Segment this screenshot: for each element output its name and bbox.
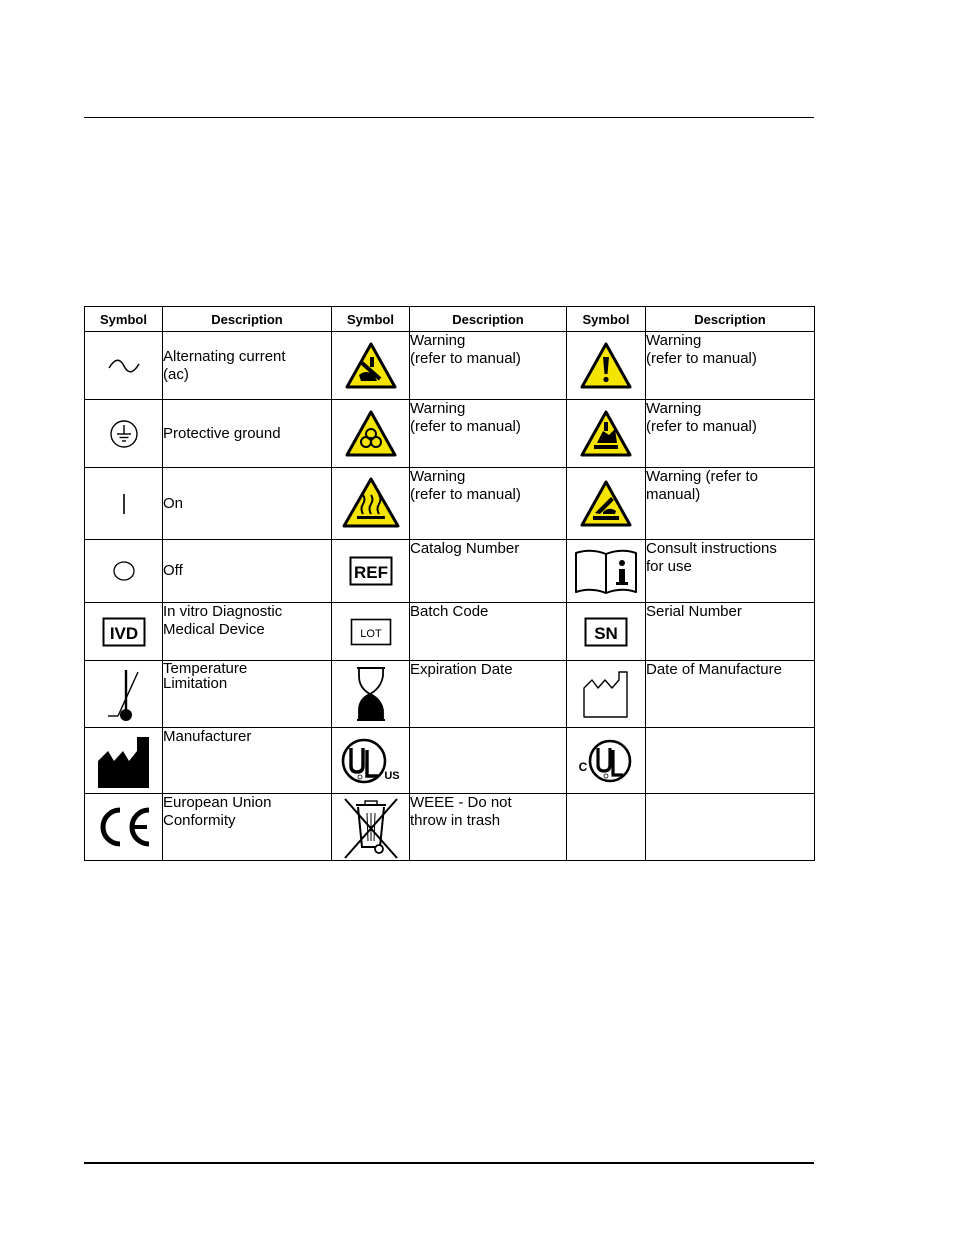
description-cell [410,794,567,861]
description-cell [410,728,567,794]
hot-surface-warning-icon [341,476,401,532]
symbol-cell [332,661,410,728]
symbol-cell [332,468,410,540]
symbol-cell [85,794,163,861]
description-cell [646,661,815,728]
table-row [85,661,815,728]
description-cell [646,540,815,603]
svg-text:C: C [578,759,588,774]
symbol-cell [567,332,646,400]
symbol-cell [567,603,646,661]
description-line: Off [163,562,183,579]
description-cell [163,400,332,468]
description-line: In vitro Diagnostic [163,603,283,620]
description-cell-empty [646,794,815,861]
ul-us-mark-icon [340,736,402,786]
alternating-current-icon [107,358,141,374]
in-vitro-diagnostic-icon [102,617,146,647]
symbol-cell [332,728,410,794]
ce-mark-icon [94,805,154,849]
symbol-cell [85,400,163,468]
description-line: (refer to manual) [410,486,521,503]
table-row [85,332,815,400]
power-off-icon [112,560,136,582]
protective-ground-icon [109,419,139,449]
description-line: Limitation [163,675,228,692]
description-cell [163,332,332,400]
table-row [85,468,815,540]
catalog-number-label: REF [353,563,388,582]
description-line: Batch Code [410,603,489,620]
footer-rule [84,1162,814,1164]
serial-number-label: SN [594,623,618,643]
symbol-cell [567,540,646,603]
description-cell [163,728,332,794]
symbol-cell [332,400,410,468]
description-line: Manufacturer [163,728,252,745]
table-row [85,794,815,861]
table-row [85,540,815,603]
description-line: Serial Number [646,603,742,620]
description-line: Warning [410,400,466,417]
symbol-cell [567,400,646,468]
warning-hand-lid-icon [579,479,633,529]
symbol-cell [85,728,163,794]
symbols-table [84,306,815,861]
warning-exclamation-icon [579,341,633,391]
description-line: (refer to manual) [410,350,521,367]
description-line: Consult instructions [646,540,777,557]
symbol-cell [332,794,410,861]
batch-code-label: LOT [359,627,382,640]
biohazard-warning-icon [344,409,398,459]
warning-hand-pinch-icon [579,409,633,459]
header-description-2: Description [410,307,567,332]
description-cell [646,332,815,400]
weee-crossed-bin-icon [341,795,401,859]
description-line: (refer to manual) [646,350,757,367]
description-line: for use [646,558,692,575]
description-line: Alternating current [163,347,286,365]
symbol-cell [567,728,646,794]
description-line: Medical Device [163,621,265,638]
warning-hand-crush-icon [344,341,398,391]
description-line: WEEE - Do not [410,794,512,811]
expiration-date-icon [355,666,387,722]
description-line: throw in trash [410,812,501,829]
header-symbol-1: Symbol [85,307,163,332]
ivd-label: IVD [109,623,138,643]
description-line: (refer to manual) [410,418,521,435]
consult-instructions-icon [573,547,639,595]
symbol-cell [332,332,410,400]
description-line: Warning (refer to [646,468,758,485]
symbol-cell [332,540,410,603]
description-cell [646,468,815,540]
description-line: Warning [646,332,702,349]
description-cell [410,540,567,603]
symbol-cell [85,468,163,540]
symbol-cell [332,603,410,661]
description-line: Warning [410,332,466,349]
symbol-cell [85,540,163,603]
c-ul-mark-icon [578,736,634,786]
header-symbol-2: Symbol [332,307,410,332]
description-line: Expiration Date [410,661,513,678]
description-line: Date of Manufacture [646,661,782,678]
description-cell [646,728,815,794]
description-line: (refer to manual) [646,418,757,435]
description-cell [163,540,332,603]
description-line: Temperature [163,660,248,677]
description-cell [410,661,567,728]
table-row [85,603,815,661]
description-line: On [163,494,184,512]
header-rule [84,117,814,118]
description-cell [163,603,332,661]
description-cell [646,603,815,661]
symbol-cell [85,661,163,728]
header-symbol-3: Symbol [567,307,646,332]
description-line: Protective ground [163,424,281,442]
description-cell [410,332,567,400]
description-line: Conformity [163,812,236,829]
date-of-manufacture-icon [581,668,631,720]
symbol-cell [85,603,163,661]
description-cell [646,400,815,468]
symbol-cell-empty [567,794,646,861]
description-line: Warning [646,400,702,417]
description-cell [163,794,332,861]
catalog-number-icon [349,556,393,586]
description-cell [410,468,567,540]
serial-number-icon [584,617,628,647]
description-cell [163,661,332,728]
symbol-cell [85,332,163,400]
description-line: Catalog Number [410,540,520,557]
header-description-3: Description [646,307,815,332]
description-line: manual) [646,486,701,503]
table-row [85,400,815,468]
description-cell [410,400,567,468]
description-line: European Union [163,794,272,811]
batch-code-icon [350,618,392,646]
description-line: (ac) [163,365,189,383]
description-line: Warning [410,468,466,485]
power-on-icon [121,493,127,515]
header-description-1: Description [163,307,332,332]
symbol-cell [567,661,646,728]
table-row [85,728,815,794]
temperature-limitation-icon [104,664,144,724]
description-cell [163,468,332,540]
manufacturer-icon [97,733,151,789]
description-cell [410,603,567,661]
svg-text:US: US [383,769,400,782]
header-row [85,307,815,332]
symbol-cell [567,468,646,540]
